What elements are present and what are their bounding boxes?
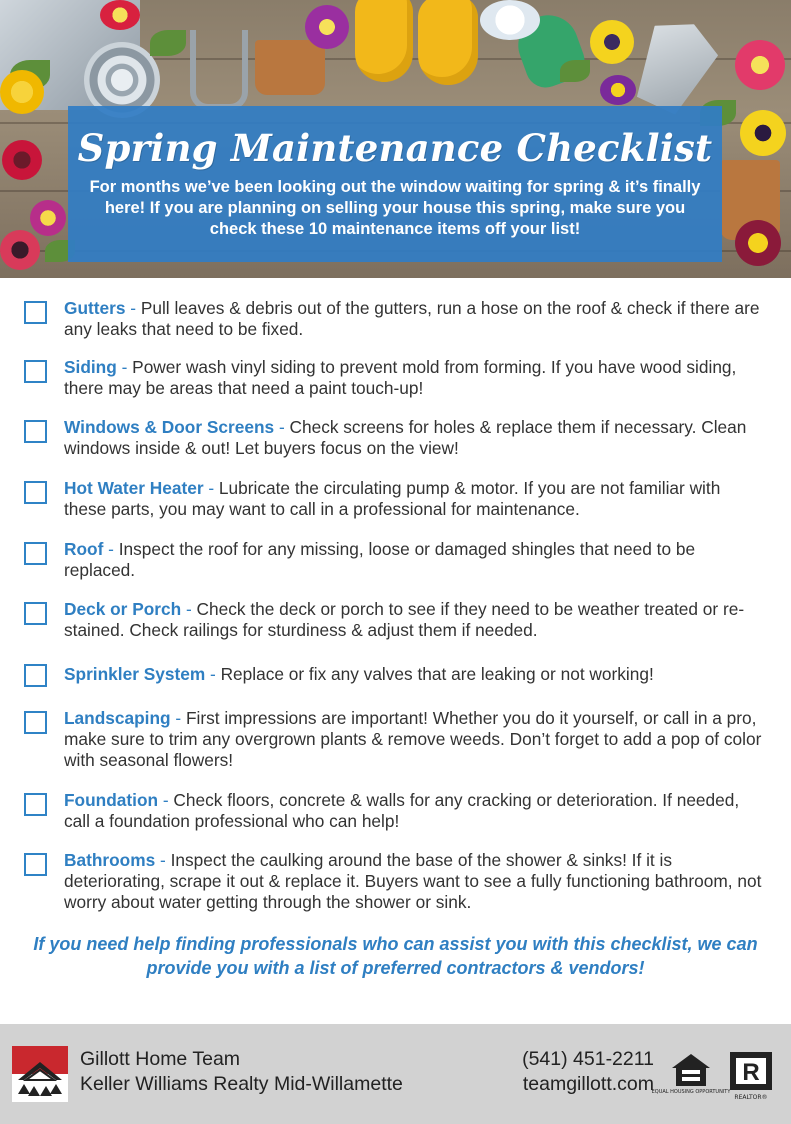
checkbox-icon[interactable]	[24, 853, 47, 876]
realtor-icon	[728, 1050, 774, 1102]
item-title: Landscaping	[64, 708, 171, 728]
brokerage-name: Keller Williams Realty Mid-Willamette	[80, 1073, 403, 1095]
item-text: Hot Water Heater - Lubricate the circulating pump & motor. If you are not familiar with these parts, you may want to call in a professional for maintenance.	[64, 478, 721, 519]
rain-boot-left	[355, 0, 413, 82]
realtor-text: REALTOR®	[734, 1094, 768, 1101]
phone-number[interactable]: (541) 451-2211	[522, 1048, 654, 1070]
home-team-logo-icon	[12, 1046, 68, 1102]
item-text: Roof - Inspect the roof for any missing, loose or damaged shingles that need to be replaced.	[64, 539, 696, 580]
checkbox-icon[interactable]	[24, 542, 47, 565]
closing-note: If you need help finding professionals who can assist you with this checklist, we can provide you with a list of preferred contractors & vendors!	[33, 934, 758, 978]
item-description: Power wash vinyl siding to prevent mold from forming. If you have wood siding, there may be areas that need a paint touch-up!	[64, 357, 737, 398]
item-text: Deck or Porch - Check the deck or porch to see if they need to be weather treated or re-stained. Check railings for sturdiness & adjust them if needed.	[64, 599, 745, 640]
item-title: Gutters	[64, 298, 126, 318]
pansy-flower	[590, 20, 634, 64]
checkbox-icon[interactable]	[24, 481, 47, 504]
item-description: Replace or fix any valves that are leaking or not working!	[220, 664, 654, 684]
item-text: Landscaping - First impressions are important! Whether you do it yourself, or call in a pro, make sure to trim any overgrown plants & remove weeds. Don’t forget to add a pop of color with seasonal flowers!	[64, 708, 762, 770]
leaf	[150, 30, 186, 56]
item-text: Foundation - Check floors, concrete & walls for any cracking or deterioration. If needed, call a foundation professional who can help!	[64, 790, 740, 831]
leaf	[560, 60, 590, 82]
item-text: Gutters - Pull leaves & debris out of the gutters, run a hose on the roof & check if there are any leaks that need to be fixed.	[64, 298, 760, 339]
item-description: Check the deck or porch to see if they need to be weather treated or re-stained. Check railings for sturdiness & adjust them if needed.	[64, 599, 745, 640]
item-description: Inspect the roof for any missing, loose or damaged shingles that need to be replaced.	[64, 539, 696, 580]
flower-pot	[255, 40, 325, 95]
item-title: Deck or Porch	[64, 599, 182, 619]
item-description: Inspect the caulking around the base of the shower & sinks! If it is deteriorating, scrape it out & replace it. Buyers want to see a fully functioning bathroom, not worry about water getting through the shower or sink.	[64, 850, 762, 912]
checkbox-icon[interactable]	[24, 420, 47, 443]
page-title: Spring Maintenance Checklist	[77, 126, 713, 170]
checkbox-icon[interactable]	[24, 711, 47, 734]
item-text: Sprinkler System - Replace or fix any valves that are leaking or not working!	[64, 664, 654, 684]
checkbox-icon[interactable]	[24, 664, 47, 687]
red-flower	[2, 140, 42, 180]
pink-flower	[735, 40, 785, 90]
item-description: Check screens for holes & replace them if necessary. Clean windows inside & out! Let buyers focus on the view!	[64, 417, 747, 458]
item-description: First impressions are important! Whether you do it yourself, or call in a pro, make sure to trim any overgrown plants & remove weeds. Don’t forget to add a pop of color with seasonal flowers!	[64, 708, 762, 770]
checkbox-icon[interactable]	[24, 602, 47, 625]
item-title: Bathrooms	[64, 850, 156, 870]
checkbox-icon[interactable]	[24, 301, 47, 324]
red-flower	[735, 220, 781, 266]
item-title: Foundation	[64, 790, 159, 810]
equal-housing-opportunity-icon	[651, 1052, 731, 1098]
white-flower	[480, 0, 540, 40]
pink-flower	[0, 230, 40, 270]
item-text: Siding - Power wash vinyl siding to prevent mold from forming. If you have wood siding, there may be areas that need a paint touch-up!	[64, 357, 737, 398]
yellow-flower	[0, 70, 44, 114]
item-description: Pull leaves & debris out of the gutters, run a hose on the roof & check if there are any leaks that need to be fixed.	[64, 298, 760, 339]
equal-housing-text: EQUAL HOUSING OPPORTUNITY	[651, 1089, 731, 1095]
item-text: Windows & Door Screens - Check screens for holes & replace them if necessary. Clean windows inside & out! Let buyers focus on the view!	[64, 417, 747, 458]
red-flower	[100, 0, 140, 30]
checkbox-icon[interactable]	[24, 360, 47, 383]
title-panel	[68, 106, 722, 262]
garden-fork	[190, 30, 248, 110]
item-title: Siding	[64, 357, 117, 377]
pansy-flower	[740, 110, 786, 156]
hero-banner	[0, 0, 791, 278]
item-text: Bathrooms - Inspect the caulking around the base of the shower & sinks! If it is deteriorating, scrape it out & replace it. Buyers want to see a fully functioning bathroom, not worry about water getting through the shower or sink.	[64, 850, 762, 912]
website-link[interactable]: teamgillott.com	[522, 1073, 654, 1095]
item-title: Sprinkler System	[64, 664, 206, 684]
item-title: Hot Water Heater	[64, 478, 204, 498]
item-title: Windows & Door Screens	[64, 417, 275, 437]
checkbox-icon[interactable]	[24, 793, 47, 816]
svg-text:R: R	[742, 1059, 760, 1086]
rain-boot-right	[418, 0, 478, 85]
item-description: Check floors, concrete & walls for any cracking or deterioration. If needed, call a foundation professional who can help!	[64, 790, 740, 831]
team-name: Gillott Home Team	[80, 1048, 241, 1070]
pansy-flower	[600, 75, 636, 105]
intro-text: For months we’ve been looking out the window waiting for spring & it’s finally here! If you are planning on selling your house this spring, make sure you check these 10 maintenance items off your list!	[89, 178, 701, 238]
footer	[0, 1024, 791, 1124]
purple-flower	[305, 5, 349, 49]
purple-flower	[30, 200, 66, 236]
item-description: Lubricate the circulating pump & motor. If you are not familiar with these parts, you may want to call in a professional for maintenance.	[64, 478, 721, 519]
item-title: Roof	[64, 539, 104, 559]
